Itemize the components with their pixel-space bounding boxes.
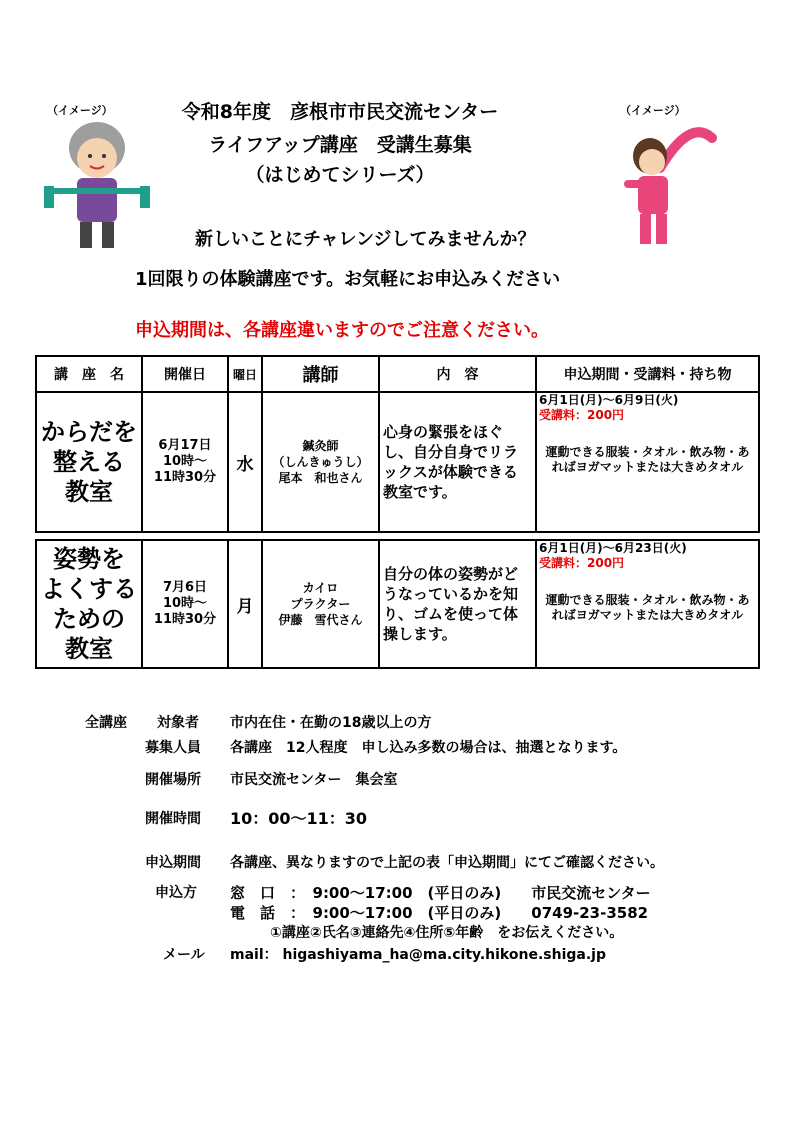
capacity-value: 各講座 12人程度 申し込み多数の場合は、抽選となります。 (230, 740, 627, 756)
notice-red: 申込期間は、各講座違いますのでご注意ください。 (135, 320, 549, 341)
phone-line: 電 話 ： 9:00～17:00 (平日のみ) 0749-23-3582 (230, 904, 649, 922)
title-line2: ライフアップ講座 受講生募集 (208, 134, 472, 156)
course-info (536, 540, 759, 668)
header-content: 内 容 (379, 356, 536, 392)
venue-label: 開催場所 (145, 772, 201, 788)
lead-line2: 1回限りの体験講座です。お気軽にお申込みください (135, 269, 561, 290)
lead-line1: 新しいことにチャレンジしてみませんか？ (195, 229, 536, 250)
header-day: 曜日 (228, 356, 262, 392)
period-label: 申込期間 (145, 855, 201, 871)
course-content: 心身の緊張をほぐし、自分自身でリラックスが体験できる教室です。 (379, 392, 536, 532)
fee: 受講料：200円 (539, 408, 625, 422)
items: 運動できる服装・タオル・飲み物・あればヨガマットまたは大きめタオル (545, 445, 750, 474)
course-info (536, 392, 759, 532)
table-row (36, 392, 759, 532)
course-teacher: カイロ プラクター 伊藤 雪代さん (262, 540, 379, 668)
time-value: 10：00～11：30 (230, 809, 368, 828)
header-info: 申込期間・受講料・持ち物 (536, 356, 759, 392)
title-line1: 令和8年度 彦根市市民交流センター (181, 101, 499, 123)
course-day: 月 (228, 540, 262, 668)
course-day: 水 (228, 392, 262, 532)
target-value: 市内在住・在勤の18歳以上の方 (230, 715, 432, 731)
tell-items: ①講座②氏名③連絡先④住所⑤年齢 をお伝えください。 (270, 925, 624, 941)
apply-period: 6月1日(月)～6月9日(火) (539, 393, 679, 407)
apply-period: 6月1日(月)～6月23日(火) (539, 541, 687, 555)
period-value: 各講座、異なりますので上記の表「申込期間」にてご確認ください。 (230, 855, 664, 871)
header-teacher: 講師 (262, 356, 379, 392)
course-name: からだを 整える 教室 (36, 392, 142, 532)
all-courses-label: 全講座 (85, 715, 127, 731)
mail-address[interactable]: mail： higashiyama_ha@ma.city.hikone.shiga.jp (230, 947, 606, 963)
apply-label: 申込方 (155, 885, 197, 901)
window-line: 窓 口 ： 9:00～17:00 (平日のみ) 市民交流センター (230, 884, 651, 902)
course-teacher: 鍼灸師 （しんきゅうし） 尾本 和也さん (262, 392, 379, 532)
mail-label: メール (163, 947, 205, 963)
items: 運動できる服装・タオル・飲み物・あればヨガマットまたは大きめタオル (545, 593, 750, 622)
title-line3: （はじめてシリーズ） (245, 164, 435, 186)
table-header-row (36, 356, 759, 392)
image-label-left: （イメージ） (47, 104, 113, 117)
image-label-right: （イメージ） (620, 104, 686, 117)
time-label: 開催時間 (145, 811, 201, 827)
course-date: 6月17日 10時～ 11時30分 (142, 392, 228, 532)
venue-value: 市民交流センター 集会室 (230, 772, 398, 788)
fee: 受講料：200円 (539, 556, 625, 570)
header-course-name: 講 座 名 (36, 356, 142, 392)
course-name: 姿勢を よくする ための 教室 (36, 540, 142, 668)
course-content: 自分の体の姿勢がどうなっているかを知り、ゴムを使って体操します。 (379, 540, 536, 668)
target-label: 対象者 (157, 715, 199, 731)
capacity-label: 募集人員 (145, 740, 201, 756)
course-table (35, 355, 760, 669)
header-date: 開催日 (142, 356, 228, 392)
table-row (36, 540, 759, 668)
course-date: 7月6日 10時～ 11時30分 (142, 540, 228, 668)
